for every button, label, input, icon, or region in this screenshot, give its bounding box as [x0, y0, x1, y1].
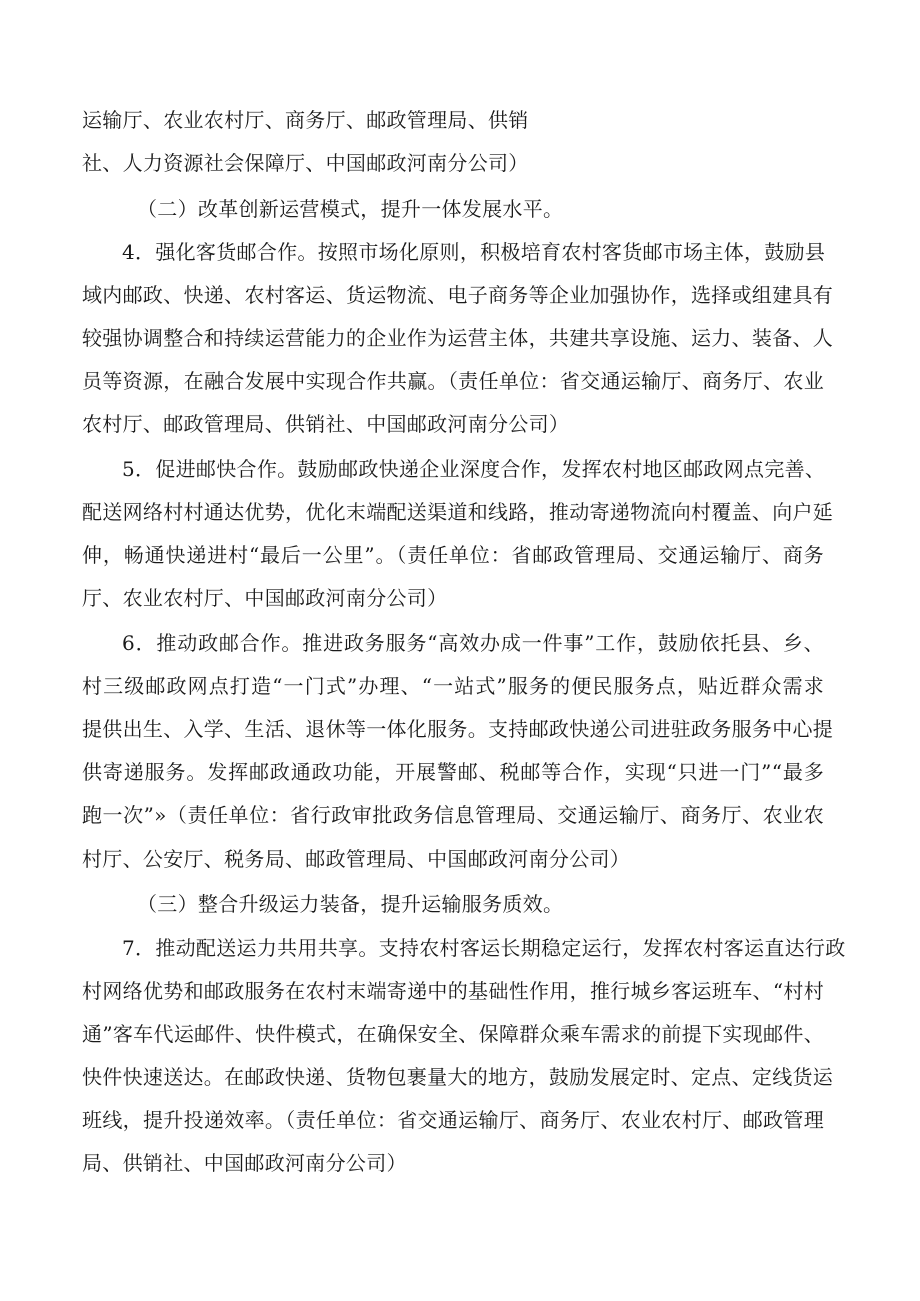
text-line: 班线，提升投递效率。（责任单位：省交通运输厅、商务厅、农业农村厅、邮政管理	[82, 1108, 824, 1132]
text-line: 7．推动配送运力共用共享。支持农村客运长期稳定运行，发挥农村客运直达行政	[122, 936, 846, 960]
text-line: 供寄递服务。发挥邮政通政功能，开展警邮、税邮等合作，实现“只进一门”“最多	[82, 760, 824, 784]
text-line: 6．推动政邮合作。推进政务服务“高效办成一件事”工作，鼓励依托县、乡、	[122, 631, 824, 655]
text-line: 域内邮政、快递、农村客运、货运物流、电子商务等企业加强协作，选择或组建具有	[82, 283, 834, 307]
text-line: 厅、农业农村厅、中国邮政河南分公司）	[82, 586, 448, 610]
text-line: 4．强化客货邮合作。按照市场化原则，积极培育农村客货邮市场主体，鼓励县	[122, 240, 826, 264]
text-line: 村三级邮政网点打造“一门式”办理、“一站式”服务的便民服务点，贴近群众需求	[82, 674, 824, 698]
text-line: 局、供销社、中国邮政河南分公司）	[82, 1151, 407, 1175]
section-heading: （三）整合升级运力装备，提升运输服务质效。	[137, 892, 564, 916]
text-line: 提供出生、入学、生活、退休等一体化服务。支持邮政快递公司进驻政务服务中心提	[82, 717, 834, 741]
text-line: 村网络优势和邮政服务在农村末端寄递中的基础性作用，推行城乡客运班车、“村村	[82, 979, 824, 1003]
text-line: 快件快速送达。在邮政快递、货物包裹量大的地方，鼓励发展定时、定点、定线货运	[82, 1065, 834, 1089]
text-line: 社、人力资源社会保障厅、中国邮政河南分公司）	[82, 151, 529, 175]
text-line: 农村厅、邮政管理局、供销社、中国邮政河南分公司）	[82, 412, 570, 436]
section-heading: （二）改革创新运营模式，提升一体发展水平。	[137, 197, 564, 221]
text-line: 较强协调整合和持续运营能力的企业作为运营主体，共建共享设施、运力、装备、人	[82, 326, 834, 350]
text-line: 跑一次”»（责任单位：省行政审批政务信息管理局、交通运输厅、商务厅、农业农	[82, 803, 824, 827]
text-line: 配送网络村村通达优势，优化末端配送渠道和线路，推动寄递物流向村覆盖、向户延	[82, 500, 834, 524]
text-line: 伸，畅通快递进村“最后一公里”。（责任单位：省邮政管理局、交通运输厅、商务	[82, 543, 824, 567]
text-line: 运输厅、农业农村厅、商务厅、邮政管理局、供销	[82, 108, 529, 132]
text-line: 5．促进邮快合作。鼓励邮政快递企业深度合作，发挥农村地区邮政网点完善、	[122, 457, 826, 481]
text-line: 通”客车代运邮件、快件模式，在确保安全、保障群众乘车需求的前提下实现邮件、	[82, 1022, 824, 1046]
text-line: 村厅、公安厅、税务局、邮政管理局、中国邮政河南分公司）	[82, 847, 631, 871]
text-line: 员等资源，在融合发展中实现合作共赢。（责任单位：省交通运输厅、商务厅、农业	[82, 369, 824, 393]
